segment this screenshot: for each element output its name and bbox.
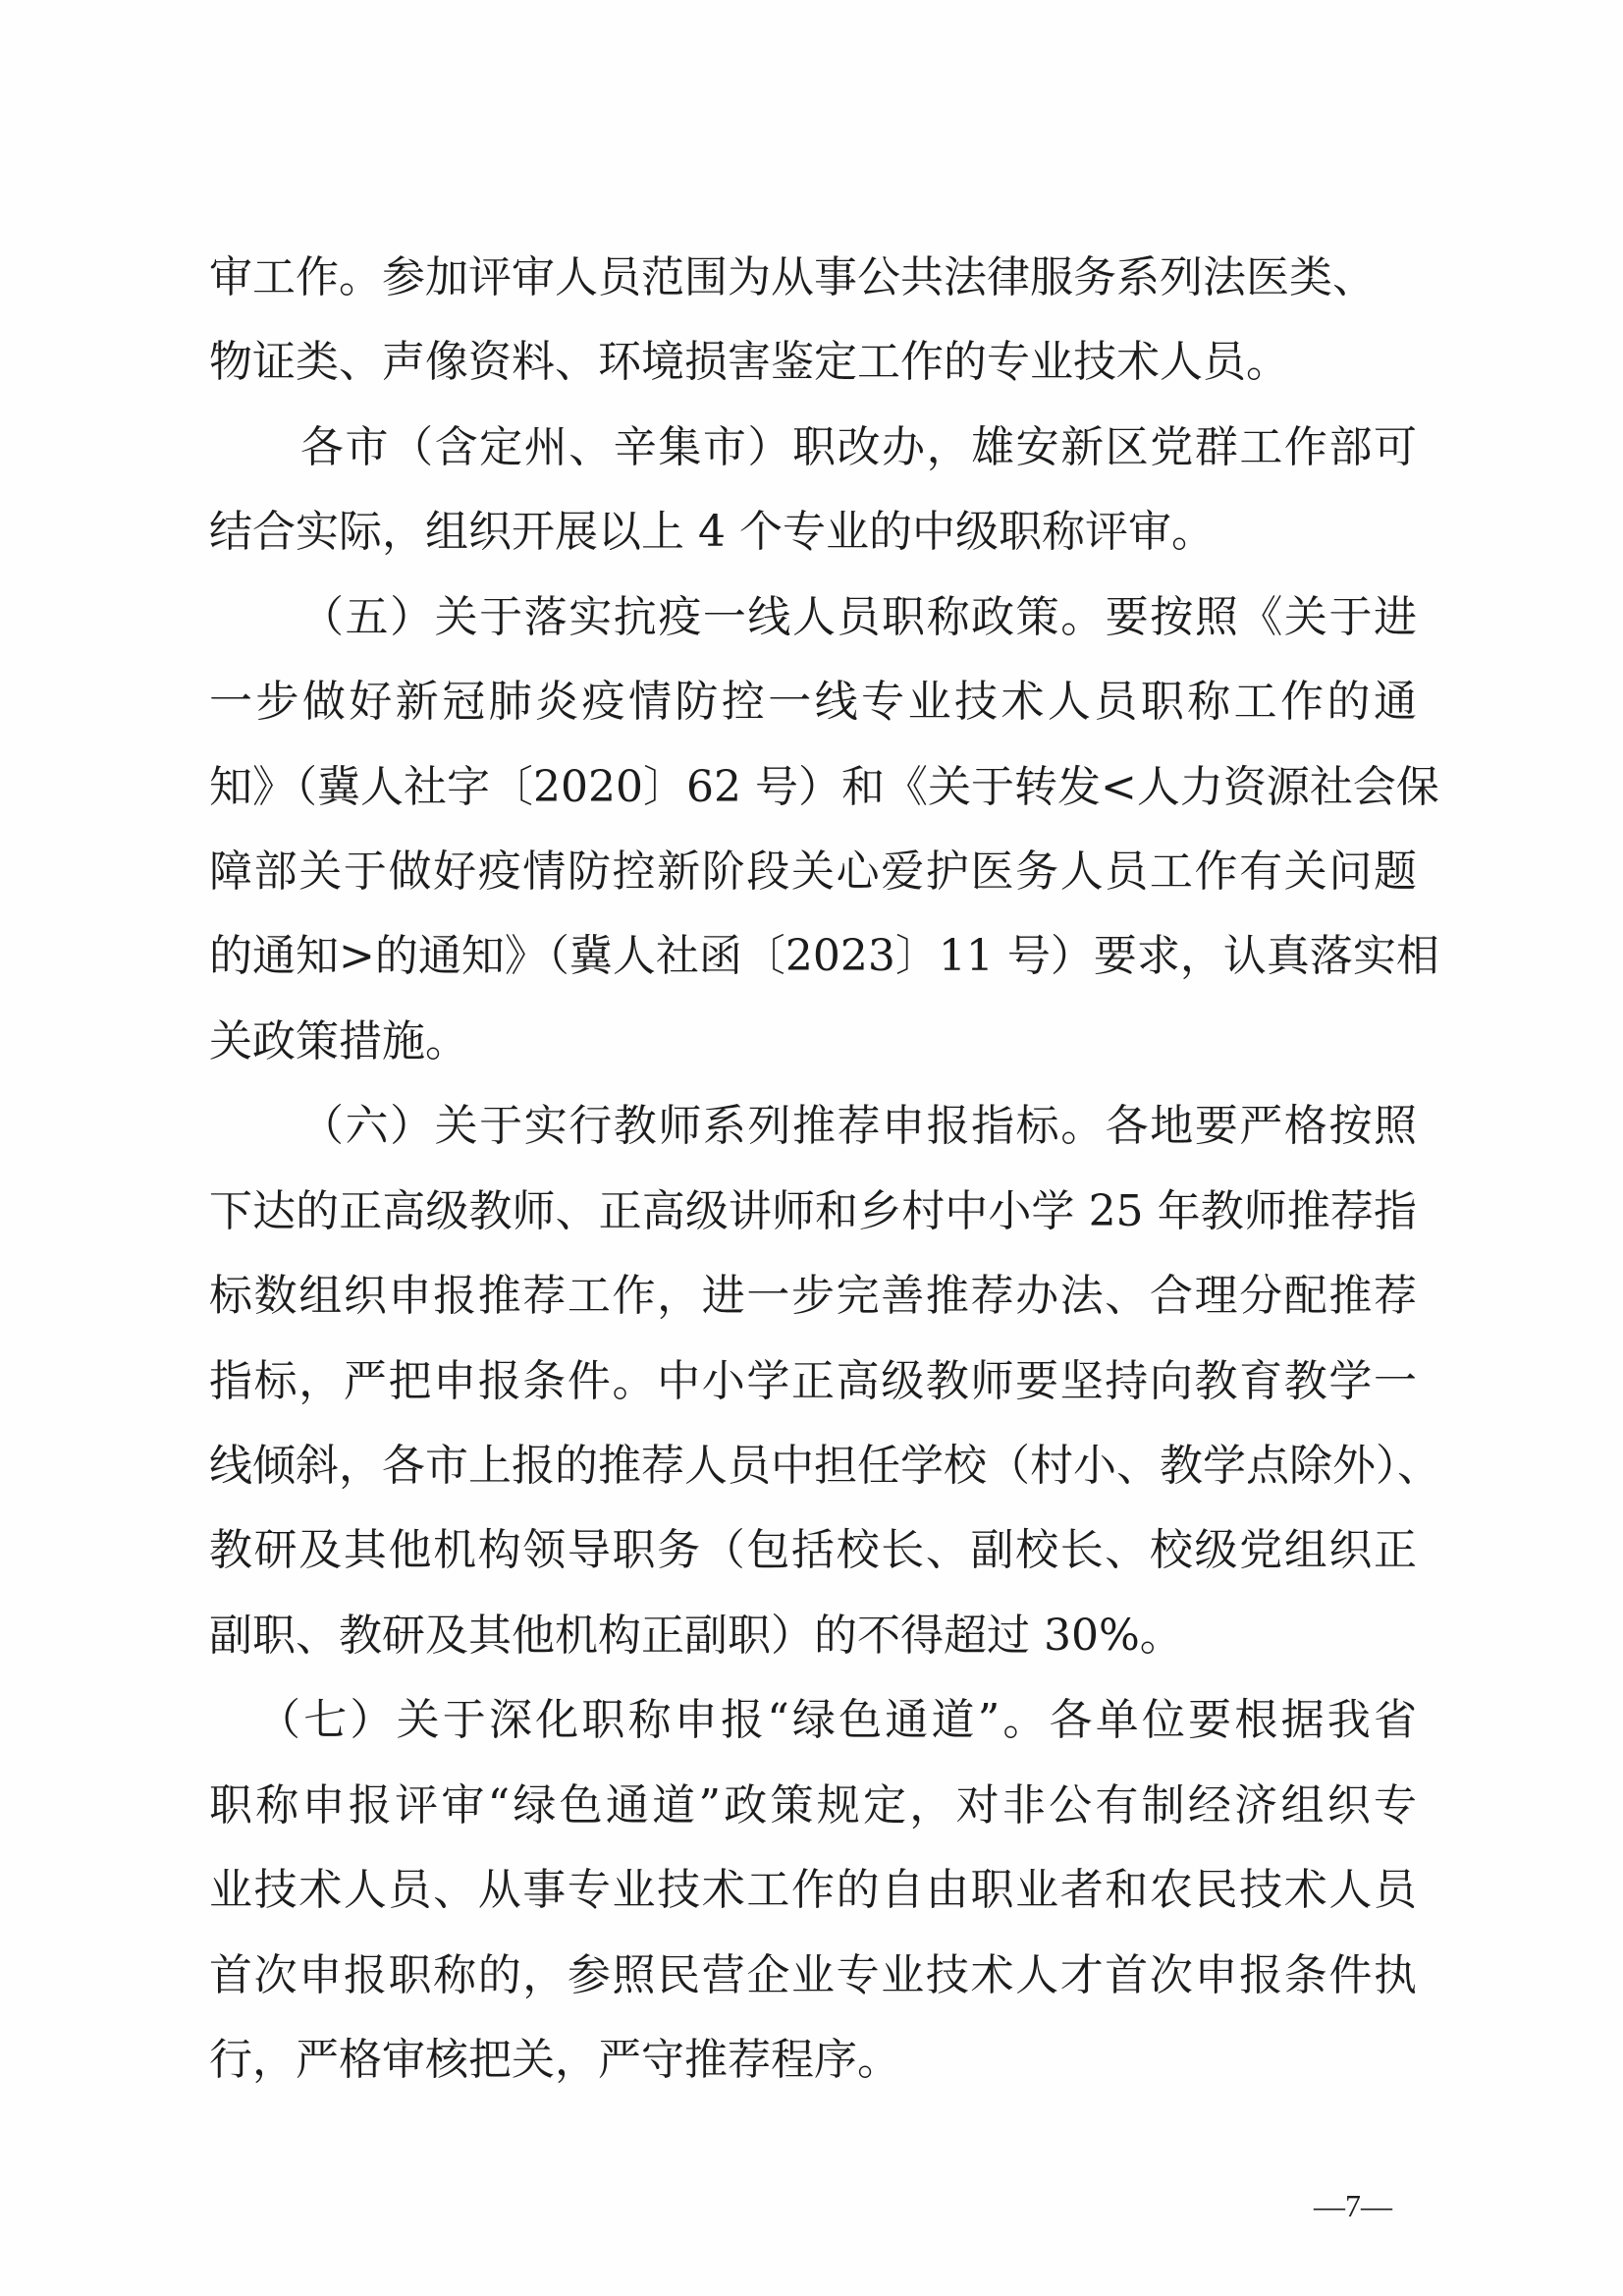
text-line: 行，严格审核把关，严守推荐程序。 (209, 2035, 900, 2085)
text-line: 一步做好新冠肺炎疫情防控一线专业技术人员职称工作的通 (209, 677, 1417, 727)
text-line: 障部关于做好疫情防控新阶段关心爱护医务人员工作有关问题 (209, 847, 1417, 897)
section-heading-line: （五）关于落实抗疫一线人员职称政策。要按照《关于进 (300, 592, 1417, 642)
text-line: 指标，严把申报条件。中小学正高级教师要坚持向教育教学一 (209, 1356, 1417, 1406)
text-line: 首次申报职称的，参照民营企业专业技术人才首次申报条件执 (209, 1950, 1417, 2000)
text-line: 关政策措施。 (209, 1016, 468, 1066)
paragraph-first-line: 各市（含定州、辛集市）职改办，雄安新区党群工作部可 (300, 422, 1417, 472)
text-line: 标数组织申报推荐工作，进一步完善推荐办法、合理分配推荐 (209, 1271, 1417, 1321)
text-line: 职称申报评审“绿色通道”政策规定，对非公有制经济组织专 (209, 1780, 1417, 1831)
text-line: 线倾斜，各市上报的推荐人员中担任学校（村小、教学点除外）、 (209, 1441, 1440, 1491)
page-number: —7— (1314, 2188, 1392, 2223)
text-line: 教研及其他机构领导职务（包括校长、副校长、校级党组织正 (209, 1525, 1417, 1575)
section-heading-line: （七）关于深化职称申报“绿色通道”。各单位要根据我省 (257, 1695, 1417, 1745)
text-line: 结合实际，组织开展以上 4 个专业的中级职称评审。 (209, 507, 1215, 557)
text-line: 知》（冀人社字〔2020〕62 号）和《关于转发<人力资源社会保 (209, 762, 1439, 812)
text-line: 审工作。参加评审人员范围为从事公共法律服务系列法医类、 (209, 252, 1376, 302)
section-heading-line: （六）关于实行教师系列推荐申报指标。各地要严格按照 (300, 1101, 1417, 1151)
text-line: 物证类、声像资料、环境损害鉴定工作的专业技术人员。 (209, 337, 1289, 387)
text-line: 副职、教研及其他机构正副职）的不得超过 30%。 (209, 1611, 1183, 1661)
text-line: 业技术人员、从事专业技术工作的自由职业者和农民技术人员 (209, 1865, 1417, 1915)
text-line: 下达的正高级教师、正高级讲师和乡村中小学 25 年教师推荐指 (209, 1186, 1417, 1236)
text-line: 的通知>的通知》（冀人社函〔2023〕11 号）要求，认真落实相 (209, 931, 1439, 981)
